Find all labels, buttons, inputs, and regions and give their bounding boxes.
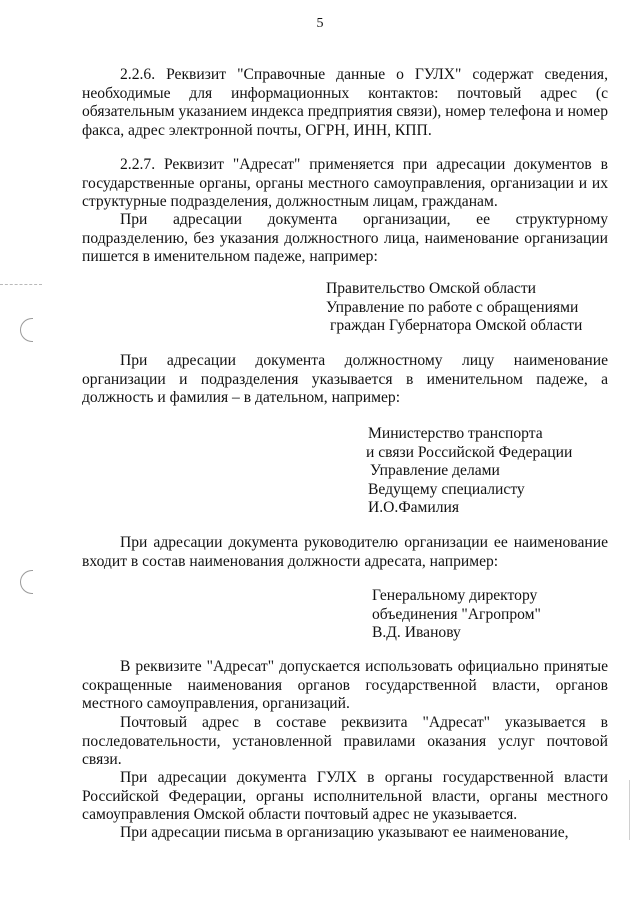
example-address-head (372, 587, 541, 643)
address-line: И.О.Фамилия (368, 499, 460, 517)
punch-hole-mark (20, 570, 33, 594)
address-line: Генеральному директору (372, 587, 538, 604)
paragraph-postal-address: Почтовый адрес в составе реквизита "Адресат" указывается в последовательности, установленной правилами оказания услуг почтовой связи. (82, 714, 608, 769)
address-line: граждан Губернатора Омской области (330, 317, 583, 335)
paragraph-abbreviations: В реквизите "Адресат" допускается использовать официально принятые сокращенные наименования органов государственной власти, органов местного самоуправления, организаций. (82, 658, 608, 713)
page-number: 5 (316, 16, 324, 31)
address-line: Ведущему специалисту (368, 480, 525, 498)
address-line: объединения "Агропром" (372, 605, 541, 623)
example-address-official (366, 425, 572, 518)
paragraph-2-2-6: 2.2.6. Реквизит "Справочные данные о ГУЛХ" содержат сведения, необходимые для информационных контактов: почтовый адрес (с обязательным указанием индекса предприятия связи), номер телефона и номер факса, адрес электронной почты, ОГРН, ИНН, КПП. (82, 66, 608, 139)
scan-edge-mark (629, 780, 636, 840)
address-line: Правительство Омской области (326, 280, 537, 297)
paragraph-head-addressing: При адресации документа руководителю организации ее наименование входит в состав наименования должности адресата, например: (82, 534, 608, 570)
address-line: Управление делами (370, 462, 500, 480)
paragraph-no-postal-address: При адресации документа ГУЛХ в органы государственной власти Российской Федерации, органы исполнительной власти, органы местного самоуправления Омской области почтовый адрес не указывается. (82, 769, 608, 824)
address-line: и связи Российской Федерации (366, 443, 573, 461)
paragraph-2-2-7: 2.2.7. Реквизит "Адресат" применяется при адресации документов в государственные органы, органы местного самоуправления, организации и их структурные подразделения, должностным лицам, гражданам. (82, 156, 608, 211)
scan-artifact-line (0, 284, 42, 285)
address-line: Управление по работе с обращениями (326, 298, 579, 316)
example-address-organization (326, 280, 582, 336)
paragraph-organization-addressing: При адресации документа организации, ее структурному подразделению, без указания должностного лица, наименование организации пишется в именительном падеже, например: (82, 211, 608, 266)
paragraph-official-addressing: При адресации документа должностному лицу наименование организации и подразделения указывается в именительном падеже, а должность и фамилия – в дательном, например: (82, 352, 608, 407)
address-line: Министерство транспорта (368, 425, 543, 442)
address-line: В.Д. Иванову (372, 624, 461, 642)
punch-hole-mark (20, 318, 33, 342)
paragraph-letter-addressing: При адресации письма в организацию указывают ее наименование, (120, 824, 569, 841)
